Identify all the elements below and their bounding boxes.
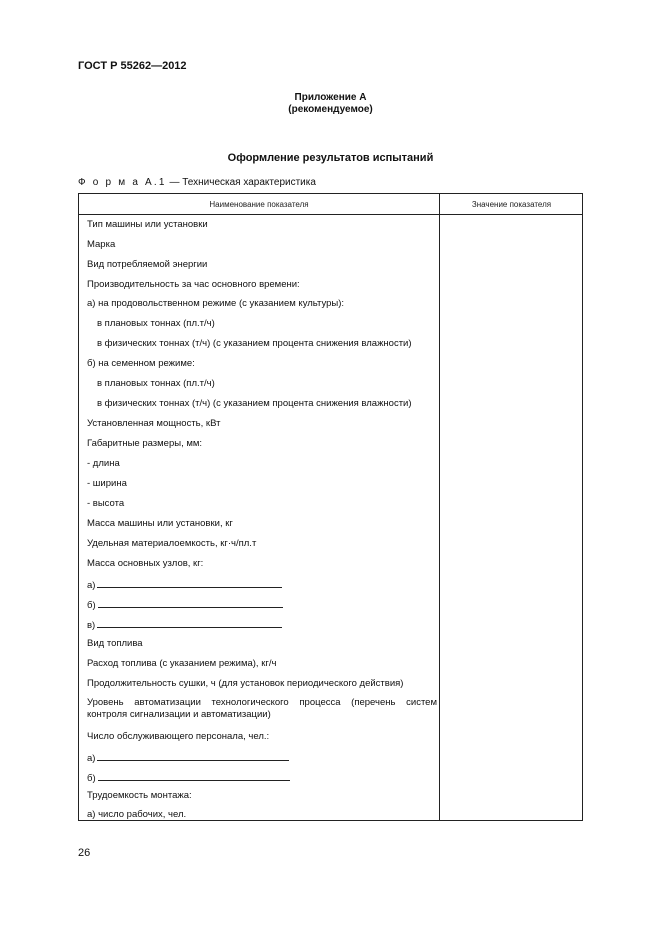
blank-line — [97, 751, 289, 761]
column-divider — [439, 194, 440, 820]
table-row: Вид потребляемой энергии — [87, 259, 208, 270]
form-caption — [78, 177, 316, 188]
table-row: Габаритные размеры, мм: — [87, 438, 203, 449]
header-divider — [79, 214, 582, 215]
table-row: а) число рабочих, чел. — [87, 809, 187, 820]
page-number: 26 — [78, 847, 91, 859]
table-row: Вид топлива — [87, 638, 143, 649]
appendix-note: (рекомендуемое) — [288, 104, 373, 115]
section-title: Оформление результатов испытаний — [227, 152, 434, 164]
table-row: б) на семенном режиме: — [87, 358, 195, 369]
table-row: Продолжительность сушки, ч (для установок периодического действия) — [87, 678, 404, 689]
blank-line — [98, 598, 283, 608]
table-row: в физических тоннах (т/ч) (с указанием процента снижения влажности) — [97, 398, 412, 409]
table-row — [87, 751, 289, 765]
form-label: Ф о р м а А.1 — [78, 177, 167, 188]
item-label: б) — [87, 600, 96, 611]
table-row: Установленная мощность, кВт — [87, 418, 221, 429]
document-code: ГОСТ Р 55262—2012 — [78, 60, 187, 72]
item-label: в) — [87, 620, 96, 631]
table-row: Производительность за час основного времени: — [87, 279, 300, 290]
table-row — [87, 598, 283, 612]
blank-line — [98, 771, 290, 781]
item-label: б) — [87, 773, 96, 784]
table-row: Тип машины или установки — [87, 219, 208, 230]
form-caption-text: — Техническая характеристика — [169, 177, 316, 188]
table-row — [87, 618, 282, 632]
item-label: а) — [87, 753, 96, 764]
table-row: Уровень автоматизации технологического процесса (перечень систем контроля сигнализации и автоматизации) — [87, 697, 437, 720]
table-row: Удельная материалоемкость, кг·ч/пл.т — [87, 538, 257, 549]
table-row: Марка — [87, 239, 116, 250]
characteristics-table — [78, 193, 583, 821]
table-row: в физических тоннах (т/ч) (с указанием процента снижения влажности) — [97, 338, 412, 349]
table-row: в плановых тоннах (пл.т/ч) — [97, 378, 215, 389]
table-row: Масса основных узлов, кг: — [87, 558, 204, 569]
table-row: - длина — [87, 458, 120, 469]
table-row: в плановых тоннах (пл.т/ч) — [97, 318, 215, 329]
table-row — [87, 771, 290, 785]
table-row — [87, 578, 282, 592]
column-header-name: Наименование показателя — [209, 200, 309, 209]
table-row: - высота — [87, 498, 125, 509]
table-row: - ширина — [87, 478, 127, 489]
table-row: а) на продовольственном режиме (с указанием культуры): — [87, 298, 345, 309]
table-row: Расход топлива (с указанием режима), кг/ч — [87, 658, 277, 669]
column-header-value: Значение показателя — [471, 200, 552, 209]
item-label: а) — [87, 580, 96, 591]
blank-line — [97, 578, 282, 588]
blank-line — [97, 618, 282, 628]
table-row: Масса машины или установки, кг — [87, 518, 233, 529]
table-row: Число обслуживающего персонала, чел.: — [87, 731, 270, 742]
table-row: Трудоемкость монтажа: — [87, 790, 192, 801]
appendix-title: Приложение А — [294, 92, 367, 103]
